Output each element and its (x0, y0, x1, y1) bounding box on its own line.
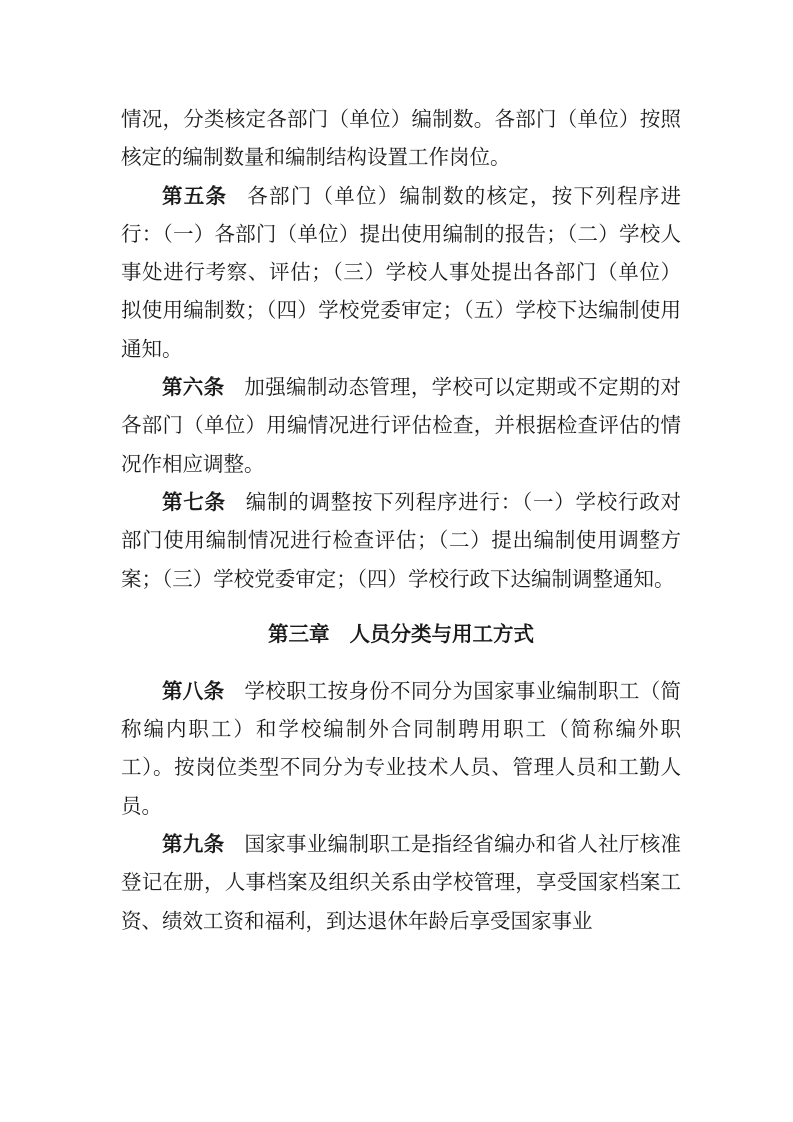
article-7 (121, 483, 681, 598)
article-number: 第五条 (162, 183, 228, 208)
article-number: 第六条 (162, 375, 225, 400)
article-text: 各部门（单位）编制数的核定，按下列程序进行：（一）各部门（单位）提出使用编制的报告；（二）学校人事处进行考察、评估；（三）学校人事处提出各部门（单位）拟使用编制数；（四）学校党委审定；（五）学校下达编制使用通知。 (121, 183, 681, 361)
chapter-title: 人员分类与用工方式 (349, 621, 534, 646)
article-text: 国家事业编制职工是指经省编办和省人社厅核准登记在册，人事档案及组织关系由学校管理，享受国家档案工资、绩效工资和福利，到达退休年龄后享受国家事业 (121, 832, 682, 933)
article-5 (121, 177, 681, 368)
article-text: 学校职工按身份不同分为国家事业编制职工（简称编内职工）和学校编制外合同制聘用职工（简称编外职工）。按岗位类型不同分为专业技术人员、管理人员和工勤人员。 (121, 678, 682, 818)
article-number: 第七条 (162, 489, 226, 514)
article-text: 编制的调整按下列程序进行：（一）学校行政对部门使用编制情况进行检查评估；（二）提出编制使用调整方案；（三）学校党委审定；（四）学校行政下达编制调整通知。 (121, 489, 681, 591)
article-number: 第八条 (162, 678, 225, 703)
paragraph-continuation (121, 100, 681, 177)
document-body (121, 100, 681, 940)
chapter-heading (121, 614, 681, 654)
article-9 (121, 825, 681, 940)
article-number: 第九条 (162, 832, 225, 857)
article-8 (121, 672, 681, 825)
article-6 (121, 368, 681, 483)
chapter-number: 第三章 (268, 621, 330, 646)
article-text: 加强编制动态管理，学校可以定期或不定期的对各部门（单位）用编情况进行评估检查，并根据检查评估的情况作相应调整。 (121, 375, 682, 476)
paragraph-text: 情况，分类核定各部门（单位）编制数。各部门（单位）按照核定的编制数量和编制结构设置工作岗位。 (121, 107, 681, 170)
